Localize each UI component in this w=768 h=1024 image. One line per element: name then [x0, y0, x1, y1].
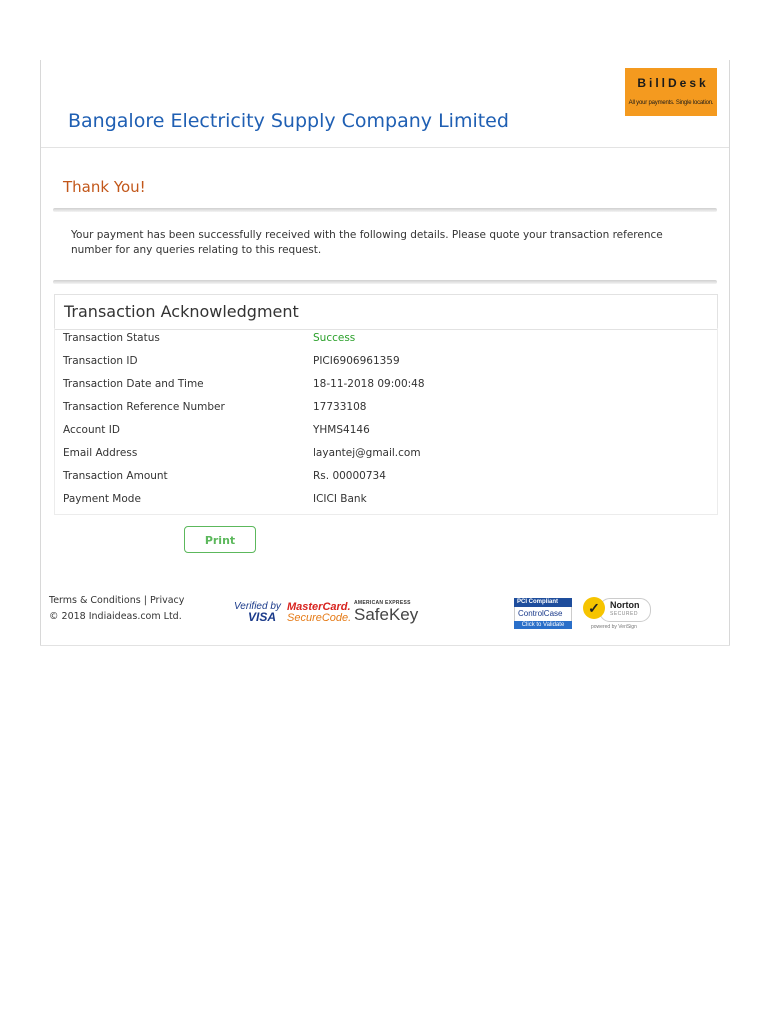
- copyright-text: © 2018 Indiaideas.com Ltd.: [49, 611, 182, 622]
- acknowledgment-title: Transaction Acknowledgment: [64, 302, 299, 321]
- amex-safekey-badge: [354, 600, 426, 628]
- norton-powered-text: powered by VeriSign: [591, 624, 637, 630]
- row-value: 17733108: [313, 401, 367, 413]
- terms-link[interactable]: Terms & Conditions: [49, 595, 141, 606]
- row-label: Transaction Amount: [63, 470, 168, 482]
- row-value: Rs. 00000734: [313, 470, 386, 482]
- mastercard-badge-line2: SecureCode.: [287, 612, 352, 624]
- row-value: PICI6906961359: [313, 355, 400, 367]
- table-row: [55, 420, 717, 443]
- table-row: [55, 489, 717, 512]
- visa-badge-line1: Verified by: [234, 601, 281, 612]
- norton-check-icon: ✓: [583, 597, 605, 619]
- acknowledgment-header: [54, 294, 718, 330]
- billdesk-logo-icon: [625, 68, 717, 116]
- visa-badge-line2: VISA: [248, 610, 277, 624]
- row-label: Transaction Status: [63, 332, 160, 344]
- payment-receipt-page: [40, 60, 730, 646]
- page-bottom-border: [40, 645, 730, 646]
- footer-links: [49, 593, 184, 625]
- header-divider: [41, 147, 729, 148]
- section-divider-top: [53, 208, 717, 212]
- section-divider-bottom: [53, 280, 717, 284]
- table-row: [55, 351, 717, 374]
- row-value: 18-11-2018 09:00:48: [313, 378, 425, 390]
- transaction-details-table: [54, 328, 718, 515]
- row-label: Email Address: [63, 447, 138, 459]
- pci-badge-bottom: Click to Validate: [514, 621, 572, 629]
- print-button[interactable]: Print: [184, 526, 256, 553]
- amex-badge-line1: AMERICAN EXPRESS: [354, 600, 411, 606]
- norton-name: Norton: [610, 600, 640, 610]
- table-row: [55, 397, 717, 420]
- billdesk-logo-text: BillDesk: [633, 72, 713, 94]
- mastercard-badge-line1: MasterCard.: [287, 601, 351, 613]
- pci-shield-icon[interactable]: [514, 598, 572, 632]
- norton-secured-text: SECURED: [610, 611, 638, 617]
- thank-you-heading: Thank You!: [63, 178, 146, 196]
- verified-by-visa-badge: [234, 601, 284, 627]
- privacy-link[interactable]: Privacy: [149, 595, 185, 606]
- pci-badge-mid: ControlCase: [514, 607, 572, 621]
- row-value: layantej@gmail.com: [313, 447, 421, 459]
- status-value: Success: [313, 332, 356, 344]
- row-label: Account ID: [63, 424, 120, 436]
- footer-separator: |: [143, 595, 147, 606]
- pci-badge-top: PCI Compliant: [514, 598, 572, 607]
- amex-badge-line2: SafeKey: [354, 605, 419, 624]
- table-row: [55, 374, 717, 397]
- mastercard-securecode-badge: [287, 601, 352, 627]
- row-label: Transaction ID: [63, 355, 138, 367]
- row-value: YHMS4146: [313, 424, 370, 436]
- payment-success-message: Your payment has been successfully received with the following details. Please quote your transaction reference number for any queries relating to this request.: [71, 229, 663, 256]
- billdesk-tagline: All your payments. Single location.: [628, 100, 714, 106]
- table-row: [55, 328, 717, 351]
- row-label: Transaction Reference Number: [63, 401, 225, 413]
- row-value: ICICI Bank: [313, 493, 367, 505]
- table-row: [55, 443, 717, 466]
- row-label: Transaction Date and Time: [63, 378, 204, 390]
- footer-nav: [49, 593, 184, 609]
- table-row: [55, 466, 717, 489]
- norton-secured-badge[interactable]: [583, 596, 653, 634]
- norton-badge-frame: [599, 598, 651, 622]
- company-name: Bangalore Electricity Supply Company Limited: [68, 110, 509, 132]
- row-label: Payment Mode: [63, 493, 141, 505]
